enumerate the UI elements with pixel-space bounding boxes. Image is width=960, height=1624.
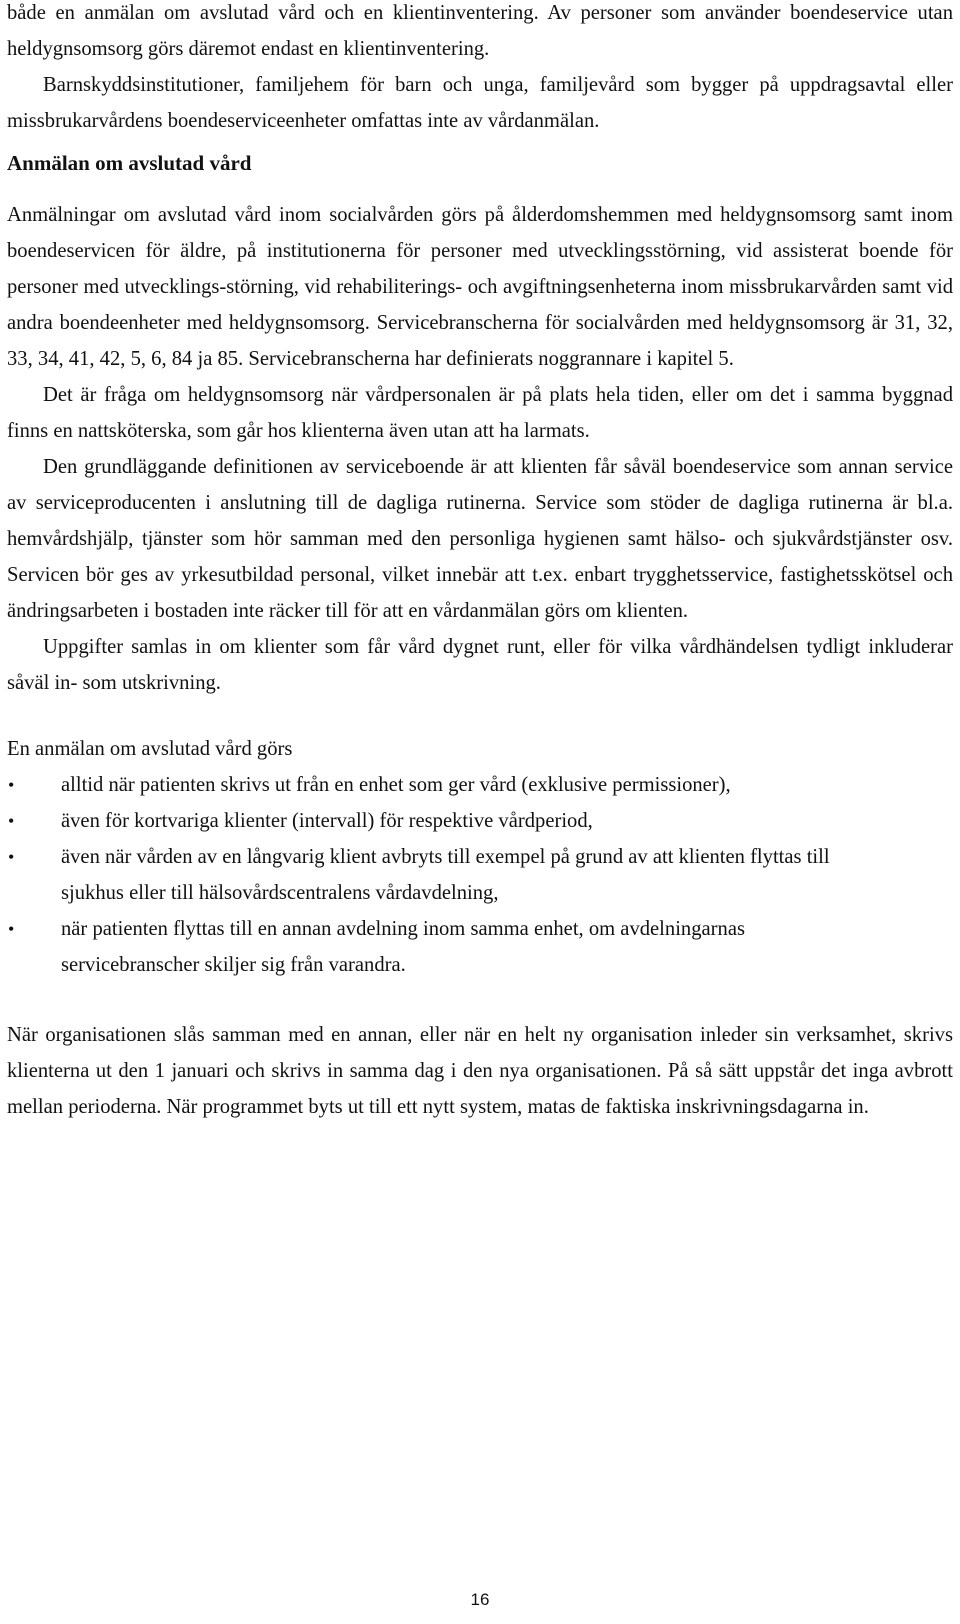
bullet-icon: • xyxy=(8,811,15,831)
bullet-list xyxy=(7,767,857,983)
page-number: 16 xyxy=(470,1590,490,1609)
document-page xyxy=(7,0,953,1624)
paragraph-definition: Den grundläggande definitionen av serviceboende är att klienten får såväl boendeservice som annan service av serviceproducenten i anslutning till de dagliga rutinerna. Service som stöder de dagliga rutinerna är bl.a. hemvårdshjälp, tjänster som hör samman med den personliga hygienen samt hälso- och sjukvårdstjänster osv. Servicen bör ges av yrkesutbildad personal, vilket innebär att t.ex. enbart trygghetsservice, fastighetsskötsel och ändringsarbeten i bostaden inte räcker till för att en vårdanmälan görs om klienten. xyxy=(7,456,953,622)
paragraph-round-the-clock: Det är fråga om heldygnsomsorg när vårdpersonalen är på plats hela tiden, eller om det i samma byggnad finns en nattsköterska, som går hos klienterna även utan att ha larmats. xyxy=(7,384,953,442)
list-item xyxy=(7,839,857,911)
list-item xyxy=(7,803,857,839)
paragraph-closing: När organisationen slås samman med en annan, eller när en helt ny organisation inleder sin verksamhet, skrivs klienterna ut den 1 januari och skrivs in samma dag i den nya organisationen. På så sätt uppstår det inga avbrott mellan perioderna. När programmet byts ut till ett nytt system, matas de faktiska inskrivningsdagarna in. xyxy=(7,1024,953,1118)
paragraph-collected: Uppgifter samlas in om klienter som får vård dygnet runt, eller för vilka vårdhändelsen tydligt inkluderar såväl in- som utskrivning. xyxy=(7,636,953,694)
bullet-icon: • xyxy=(8,775,15,795)
list-item-text: även när vården av en långvarig klient avbryts till exempel på grund av att klienten flyttas till sjukhus eller till hälsovårdscentralens vårdavdelning, xyxy=(61,846,830,904)
bullet-icon: • xyxy=(8,919,15,939)
list-item xyxy=(7,767,857,803)
list-intro: En anmälan om avslutad vård görs xyxy=(7,738,293,760)
list-item xyxy=(7,911,857,983)
list-item-text: även för kortvariga klienter (intervall) för respektive vårdperiod, xyxy=(61,810,593,832)
list-item-text: när patienten flyttas till en annan avdelning inom samma enhet, om avdelningarnas servicebranscher skiljer sig från varandra. xyxy=(61,918,745,976)
paragraph-reports: Anmälningar om avslutad vård inom socialvården görs på ålderdomshemmen med heldygnsomsorg samt inom boendeservicen för äldre, på institutionerna för personer med utvecklingsstörning, vid assisterat boende för personer med utvecklings-störning, vid rehabiliterings- och avgiftningsenheterna inom missbrukarvården samt vid andra boendeenheter med heldygnsomsorg. Servicebranscherna för socialvården med heldygnsomsorg är 31, 32, 33, 34, 41, 42, 5, 6, 84 ja 85. Servicebranscherna har definierats noggrannare i kapitel 5. xyxy=(7,204,953,370)
section-heading: Anmälan om avslutad vård xyxy=(7,151,252,175)
bullet-icon: • xyxy=(8,847,15,867)
list-item-text: alltid när patienten skrivs ut från en enhet som ger vård (exklusive permissioner), xyxy=(61,774,731,796)
paragraph-continuation: både en anmälan om avslutad vård och en klientinventering. Av personer som använder boendeservice utan heldygnsomsorg görs däremot endast en klientinventering. xyxy=(7,2,953,60)
paragraph-exclusion: Barnskyddsinstitutioner, familjehem för barn och unga, familjevård som bygger på uppdragsavtal eller missbrukarvårdens boendeserviceenheter omfattas inte av vårdanmälan. xyxy=(7,74,953,132)
